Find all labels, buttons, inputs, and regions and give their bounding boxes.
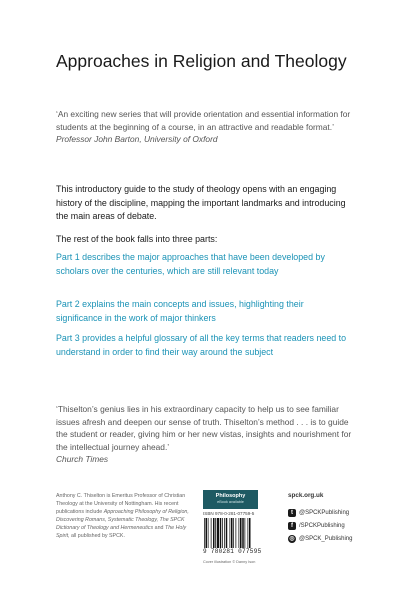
bio-books: Approaching Philosophy of Religion, Discovering Romans, Systematic Theology, The SPCK Dictionary of Theology and Hermeneutics	[56, 509, 189, 532]
parts-intro: The rest of the book falls into three parts:	[56, 234, 218, 244]
twitter-handle: @SPCKPublishing	[299, 509, 350, 516]
barcode-bar	[222, 518, 223, 548]
series-title: Approaches in Religion and Theology	[56, 51, 347, 71]
part-1-description: Part 1 describes the major approaches that have been developed by scholars over the centuries, which are still relevant today	[56, 252, 325, 276]
part-2-description: Part 2 explains the main concepts and issues, highlighting their significance in the work of major thinkers	[56, 299, 304, 323]
instagram-handle: @SPCK_Publishing	[299, 535, 353, 542]
barcode-bar	[224, 518, 225, 548]
barcode-bar	[248, 518, 249, 548]
facebook-icon: f	[288, 522, 296, 530]
review-attribution: Church Times	[56, 454, 109, 465]
barcode-bar	[239, 518, 240, 548]
barcode-bar	[213, 518, 215, 548]
endorsement-quote	[56, 108, 356, 146]
barcode-bar	[211, 518, 212, 548]
barcode-number: 9 780281 077595	[203, 548, 262, 555]
publisher-website[interactable]: spck.org.uk	[288, 492, 324, 499]
facebook-handle: /SPCKPublishing	[299, 522, 345, 529]
barcode-bar	[233, 518, 234, 548]
bio-book-holy-spirit: The Holy Spirit,	[56, 525, 187, 540]
instagram-icon: ◎	[289, 535, 295, 542]
barcode-image	[203, 518, 269, 548]
barcode-bar	[215, 518, 216, 548]
barcode-bar	[217, 518, 219, 548]
author-bio	[56, 492, 196, 541]
barcode-bar	[208, 518, 209, 548]
barcode-bar	[249, 518, 251, 548]
part-3-description: Part 3 provides a helpful glossary of all the key terms that readers need to understand in order to find their way around the subject	[56, 333, 347, 357]
social-twitter[interactable]	[288, 508, 349, 517]
social-facebook[interactable]	[288, 521, 345, 530]
bio-outro: all published by SPCK.	[71, 533, 125, 540]
social-instagram[interactable]	[288, 534, 352, 543]
intro-paragraph: This introductory guide to the study of theology opens with an engaging history of the discipline, mapping the important landmarks and introducing the main areas of debate.	[56, 184, 346, 222]
bio-and: and	[154, 525, 164, 532]
bio-intro: Anthony C. Thiselton is Emeritus Professor of Christian Theology at the University of Nottingham. His recent publications include	[56, 493, 186, 516]
subject-label-box	[203, 490, 258, 509]
isbn: ISBN 978-0-281-07759-5	[203, 511, 255, 516]
barcode-bar	[220, 518, 222, 548]
barcode-bar	[240, 518, 242, 548]
subject-label: Philosophy	[215, 493, 246, 499]
barcode-bar	[231, 518, 233, 548]
quote-attribution: Professor John Barton, University of Oxford	[56, 134, 218, 144]
barcode-bar	[230, 518, 231, 548]
twitter-icon: t	[288, 509, 296, 517]
cover-credit: Cover illustration © Danny Ison	[203, 560, 256, 564]
barcode-bar	[242, 518, 244, 548]
ebook-note: eBook available	[217, 500, 244, 504]
review-quote	[56, 403, 356, 466]
barcode-bar	[236, 518, 237, 548]
barcode-bar	[226, 518, 228, 548]
barcode-bar	[204, 518, 205, 548]
barcode-bar	[245, 518, 246, 548]
review-text: ‘Thiselton’s genius lies in his extraordinary capacity to help us to see familiar issues afresh and deepen our sense of truth. Thiselton’s method . . . is to guide the student or reader, giving him or her new vistas, insights and nourishment for the intellectual journey ahead.’	[56, 404, 352, 452]
barcode-bar	[206, 518, 208, 548]
quote-text: ‘An exciting new series that will provide orientation and essential information for students at the beginning of a course, in an attractive and readable format.’	[56, 109, 351, 132]
